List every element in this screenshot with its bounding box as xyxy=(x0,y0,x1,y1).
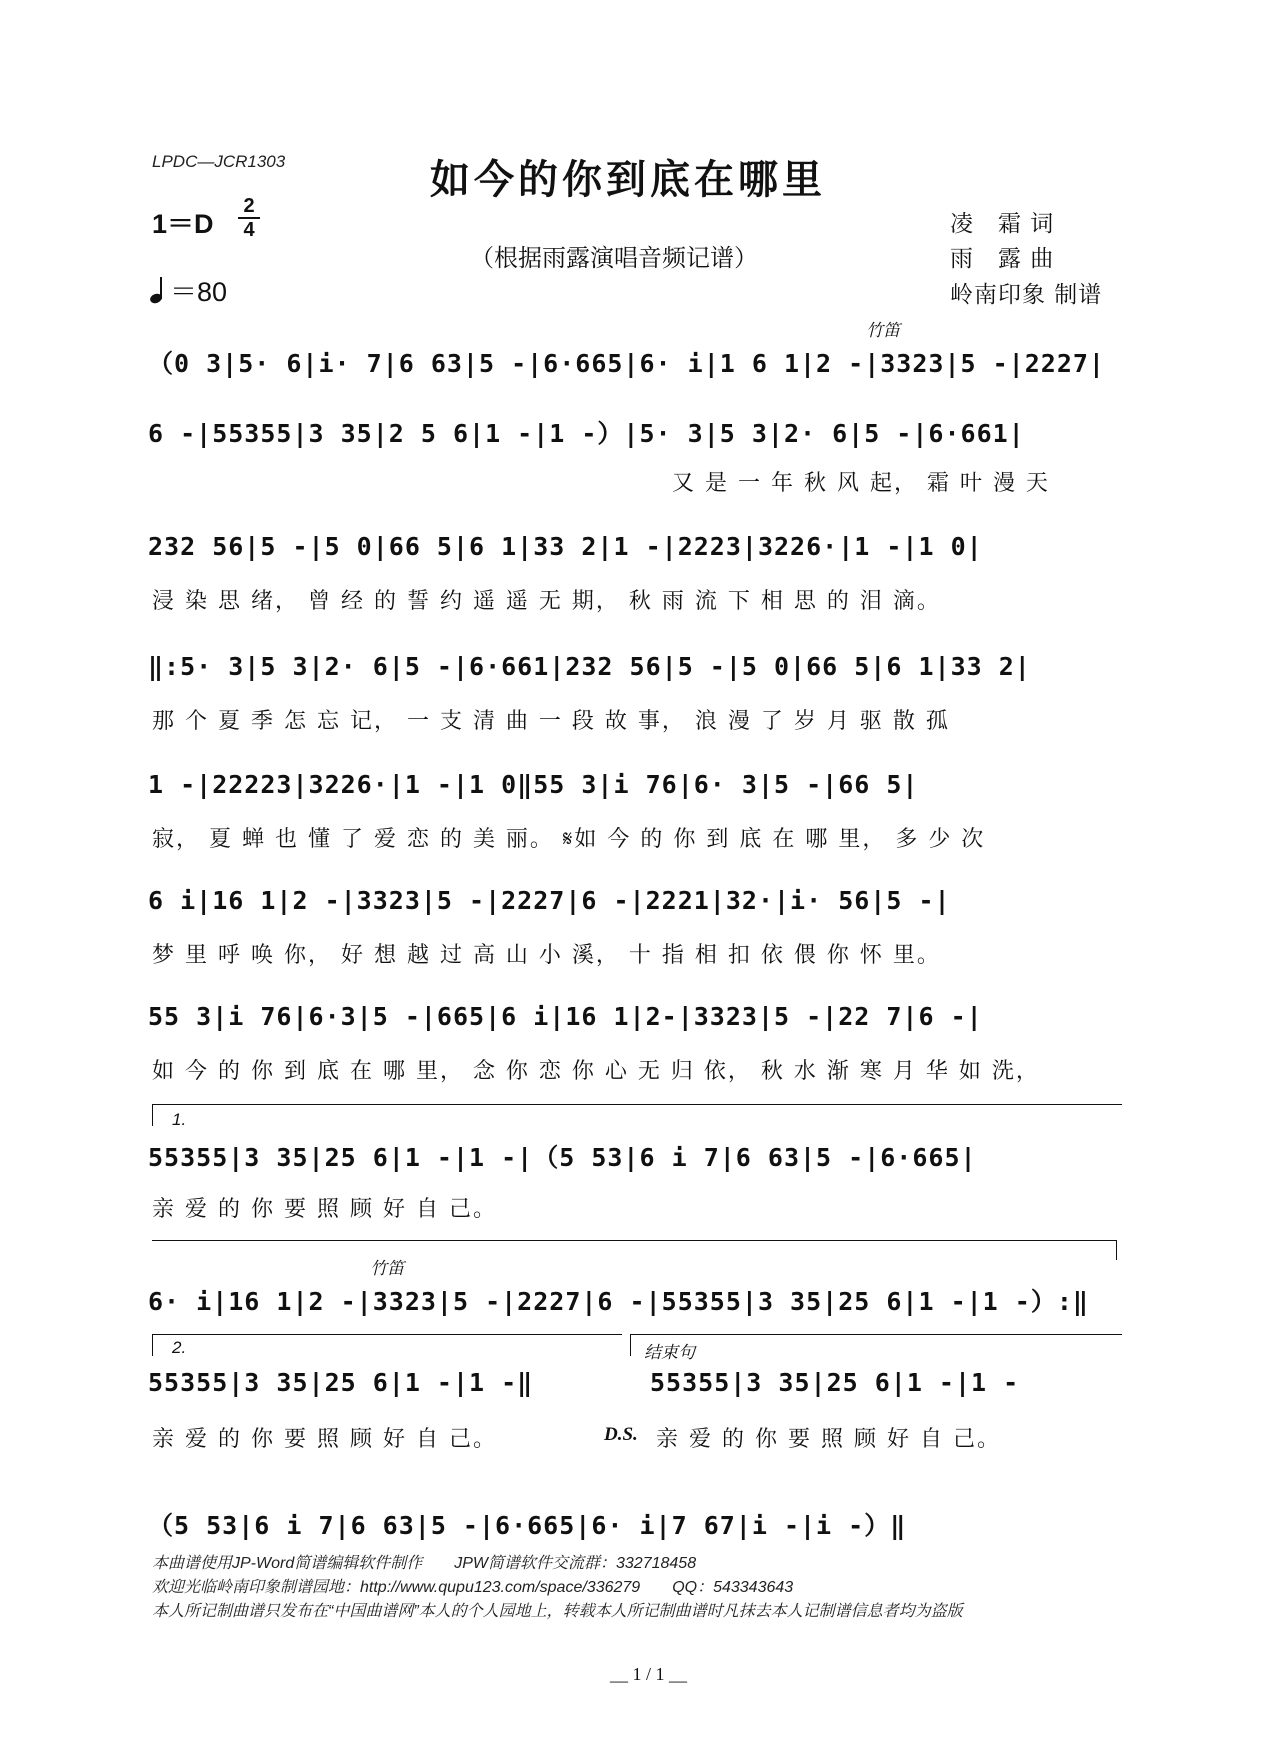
lyrics-row: 亲 爱 的 你 要 照 顾 好 自 己。 xyxy=(152,1197,497,1222)
lyrics-row: 亲 爱 的 你 要 照 顾 好 自 己。 xyxy=(656,1427,1001,1452)
arranger-credit: 岭南印象 制谱 xyxy=(950,282,1103,308)
notation-row: 1 -|22223|3226·|1 -|1 0‖55 3|i 76|6· 3|5 -|66 5| xyxy=(148,770,919,799)
song-title: 如今的你到底在哪里 xyxy=(430,156,826,203)
notation-row: 232 56|5 -|5 0|66 5|6 1|33 2|1 -|2223|3226·|1 -|1 0| xyxy=(148,532,983,561)
notation-row: 55 3|i 76|6·3|5 -|665|6 i|16 1|2-|3323|5 -|22 7|6 -| xyxy=(148,1002,983,1031)
first-ending-label: 1. xyxy=(172,1110,187,1129)
coda-label: 结束句 xyxy=(644,1343,695,1362)
notation-row: 6· i|16 1|2 -|3323|5 -|2227|6 -|55355|3 35|25 6|1 -|1 -）:‖ xyxy=(148,1287,1089,1316)
quarter-note-icon xyxy=(150,277,164,303)
footer-software: 本曲谱使用JP-Word简谱编辑软件制作 JPW简谱软件交流群：332718458 xyxy=(152,1555,697,1572)
lyricist-credit: 凌 霜 词 xyxy=(950,211,1055,237)
lyrics-row: 梦 里 呼 唤 你， 好 想 越 过 高 山 小 溪， 十 指 相 扣 依 偎 你 怀 里。 xyxy=(152,943,941,968)
lyrics-row: 那 个 夏 季 怎 忘 记， 一 支 清 曲 一 段 故 事， 浪 漫 了 岁 月 驱 散 孤 xyxy=(152,709,950,734)
page-number: __ 1 / 1 __ xyxy=(610,1664,688,1684)
footer-copyright: 本人所记制曲谱只发布在“中国曲谱网”本人的个人园地上，转载本人所记制曲谱时凡抹去本人记制谱信息者均为盗版 xyxy=(152,1603,963,1620)
score-code: LPDC—JCR1303 xyxy=(152,152,286,171)
lyrics-row: 浸 染 思 绪， 曾 经 的 誓 约 遥 遥 无 期， 秋 雨 流 下 相 思 的 泪 滴。 xyxy=(152,589,941,614)
second-ending-label: 2. xyxy=(172,1338,187,1357)
notation-row: 55355|3 35|25 6|1 -|1 -|（5 53|6 i 7|6 63|5 -|6·665| xyxy=(148,1143,977,1172)
flute-annotation: 竹笛 xyxy=(866,321,900,340)
lyrics-row: 亲 爱 的 你 要 照 顾 好 自 己。 xyxy=(152,1427,497,1452)
notation-row: 6 i|16 1|2 -|3323|5 -|2227|6 -|2221|32·|i· 56|5 -| xyxy=(148,886,951,915)
time-sig-top: 2 xyxy=(243,195,255,217)
notation-row: 6 -|55355|3 35|2 5 6|1 -|1 -）|5· 3|5 3|2· 6|5 -|6·661| xyxy=(148,419,1025,448)
notation-row: （0 3|5· 6|i· 7|6 63|5 -|6·665|6· i|1 6 1|2 -|3323|5 -|2227| xyxy=(148,349,1105,378)
notation-row: 55355|3 35|25 6|1 -|1 -‖ xyxy=(148,1368,534,1397)
notation-row: （5 53|6 i 7|6 63|5 -|6·665|6· i|7 67|i -|i -）‖ xyxy=(148,1511,907,1540)
tempo-value: ＝80 xyxy=(170,277,228,307)
composer-credit: 雨 露 曲 xyxy=(950,246,1055,272)
tempo-marking xyxy=(150,270,227,309)
key-signature: 1＝D xyxy=(152,209,214,239)
lyrics-row: 如 今 的 你 到 底 在 哪 里， 念 你 恋 你 心 无 归 依， 秋 水 渐 寒 月 华 如 洗， xyxy=(152,1059,1040,1084)
flute-annotation: 竹笛 xyxy=(370,1259,404,1278)
footer-website: 欢迎光临岭南印象制谱园地：http://www.qupu123.com/space/336279 QQ：543343643 xyxy=(152,1579,794,1596)
ds-marking: D.S. xyxy=(604,1424,638,1445)
subtitle: （根据雨露演唱音频记谱） xyxy=(470,244,758,272)
lyrics-row: 寂， 夏 蝉 也 懂 了 爱 恋 的 美 丽。 𝄋如 今 的 你 到 底 在 哪 里， 多 少 次 xyxy=(152,827,986,852)
time-signature xyxy=(238,196,260,240)
notation-row: 55355|3 35|25 6|1 -|1 - xyxy=(650,1368,1020,1397)
time-sig-bottom: 4 xyxy=(243,219,255,241)
notation-row: ‖:5· 3|5 3|2· 6|5 -|6·661|232 56|5 -|5 0|66 5|6 1|33 2| xyxy=(148,652,1031,681)
lyrics-row: 又 是 一 年 秋 风 起， 霜 叶 漫 天 xyxy=(672,471,1050,496)
